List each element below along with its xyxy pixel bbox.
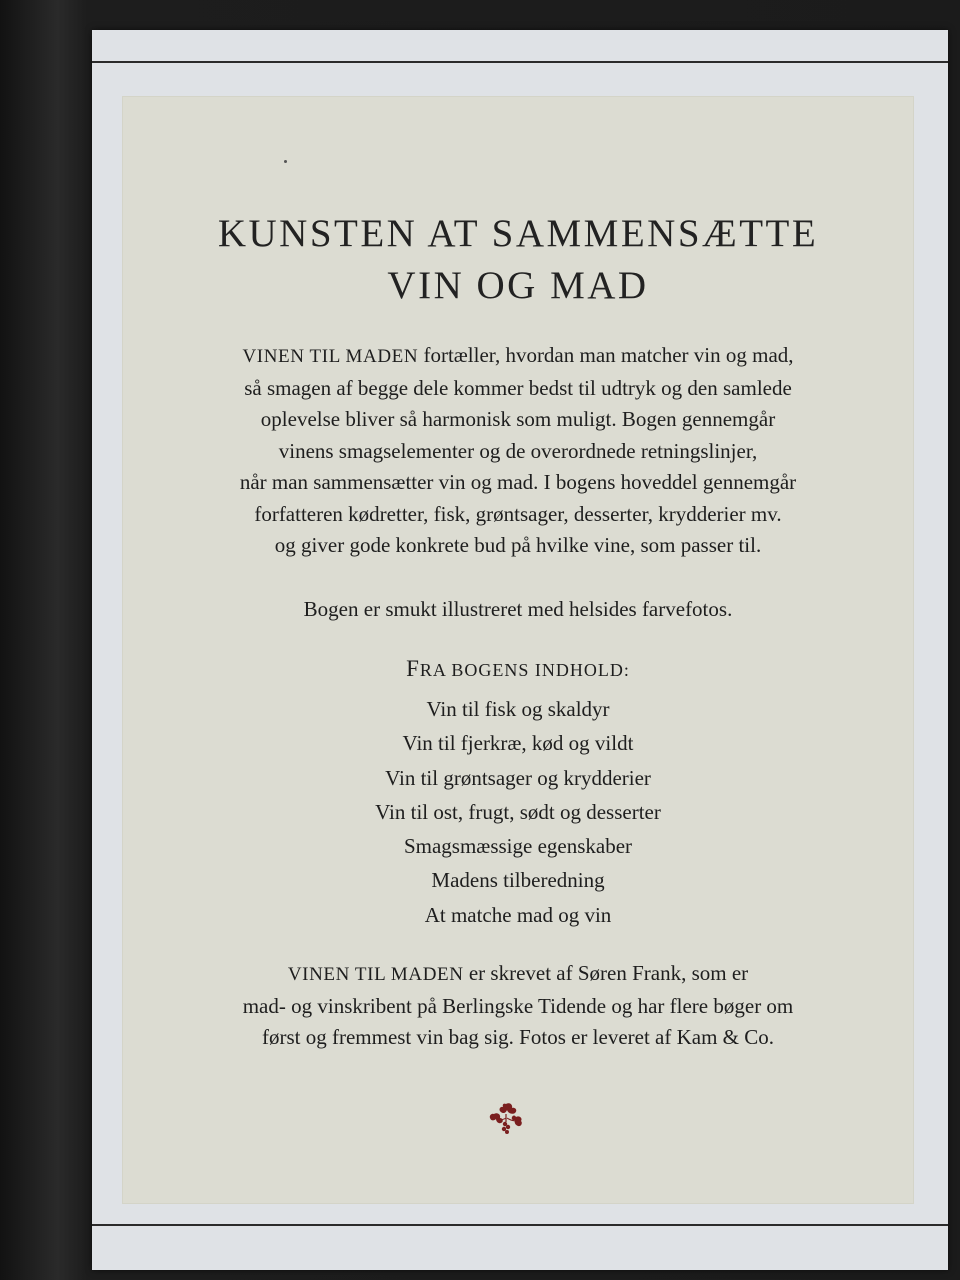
list-item: At matche mad og vin	[424, 902, 612, 927]
intro-line: vinens smagselementer og de overordnede retningslinjer,	[278, 438, 758, 463]
book-back-cover	[92, 30, 948, 1270]
intro-line: når man sammensætter vin og mad. I bogens hoveddel gennemgår	[239, 470, 797, 494]
list-item: Vin til fisk og skaldyr	[426, 697, 610, 721]
intro-line-rest: fortæller, hvordan man matcher vin og mad,	[418, 343, 794, 367]
author-line: mad- og vinskribent på Berlingske Tidende og har flere bøger om	[242, 993, 794, 1018]
top-border-rule	[92, 61, 948, 63]
title-line-1: KUNSTEN AT SAMMENSÆTTE	[217, 212, 819, 255]
paper-speck	[284, 160, 287, 163]
bottom-border-rule	[92, 1224, 948, 1226]
contents-list	[122, 692, 914, 932]
author-paragraph	[122, 958, 914, 1054]
author-line	[122, 958, 914, 991]
intro-line: oplevelse bliver så harmonisk som muligt. Bogen gennemgår	[260, 407, 776, 431]
contents-heading-initial: F	[406, 656, 420, 681]
author-line-rest: er skrevet af Søren Frank, som er	[463, 961, 749, 985]
book-title-inline: VINEN TIL MADEN	[287, 964, 464, 985]
list-item: Smagsmæssige egenskaber	[403, 834, 633, 859]
list-item: Vin til grøntsager og krydderier	[385, 765, 651, 790]
illustration-note: Bogen er smukt illustreret med helsides farvefotos.	[303, 597, 733, 621]
intro-line: og giver gode konkrete bud på hvilke vine, som passer til.	[274, 533, 762, 557]
page-title	[122, 208, 914, 312]
text-panel	[122, 96, 914, 1204]
book-title-inline: VINEN TIL MADEN	[242, 346, 419, 367]
contents-heading	[122, 656, 914, 682]
list-item: Vin til fjerkræ, kød og vildt	[402, 731, 634, 756]
intro-line	[122, 340, 914, 373]
intro-paragraph	[122, 340, 914, 562]
list-item: Madens tilberedning	[431, 868, 605, 893]
author-line: først og fremmest vin bag sig. Fotos er leveret af Kam & Co.	[261, 1025, 775, 1049]
intro-line: forfatteren kødretter, fisk, grøntsager, desserter, krydderier mv.	[254, 501, 782, 526]
title-line-2: VIN OG MAD	[387, 264, 649, 307]
intro-line: så smagen af begge dele kommer bedst til udtryk og den samlede	[244, 375, 792, 400]
contents-heading-rest: RA BOGENS INDHOLD:	[419, 660, 630, 680]
list-item: Vin til ost, frugt, sødt og desserter	[375, 799, 661, 824]
grape-leaf-ornament-icon	[486, 1100, 526, 1136]
